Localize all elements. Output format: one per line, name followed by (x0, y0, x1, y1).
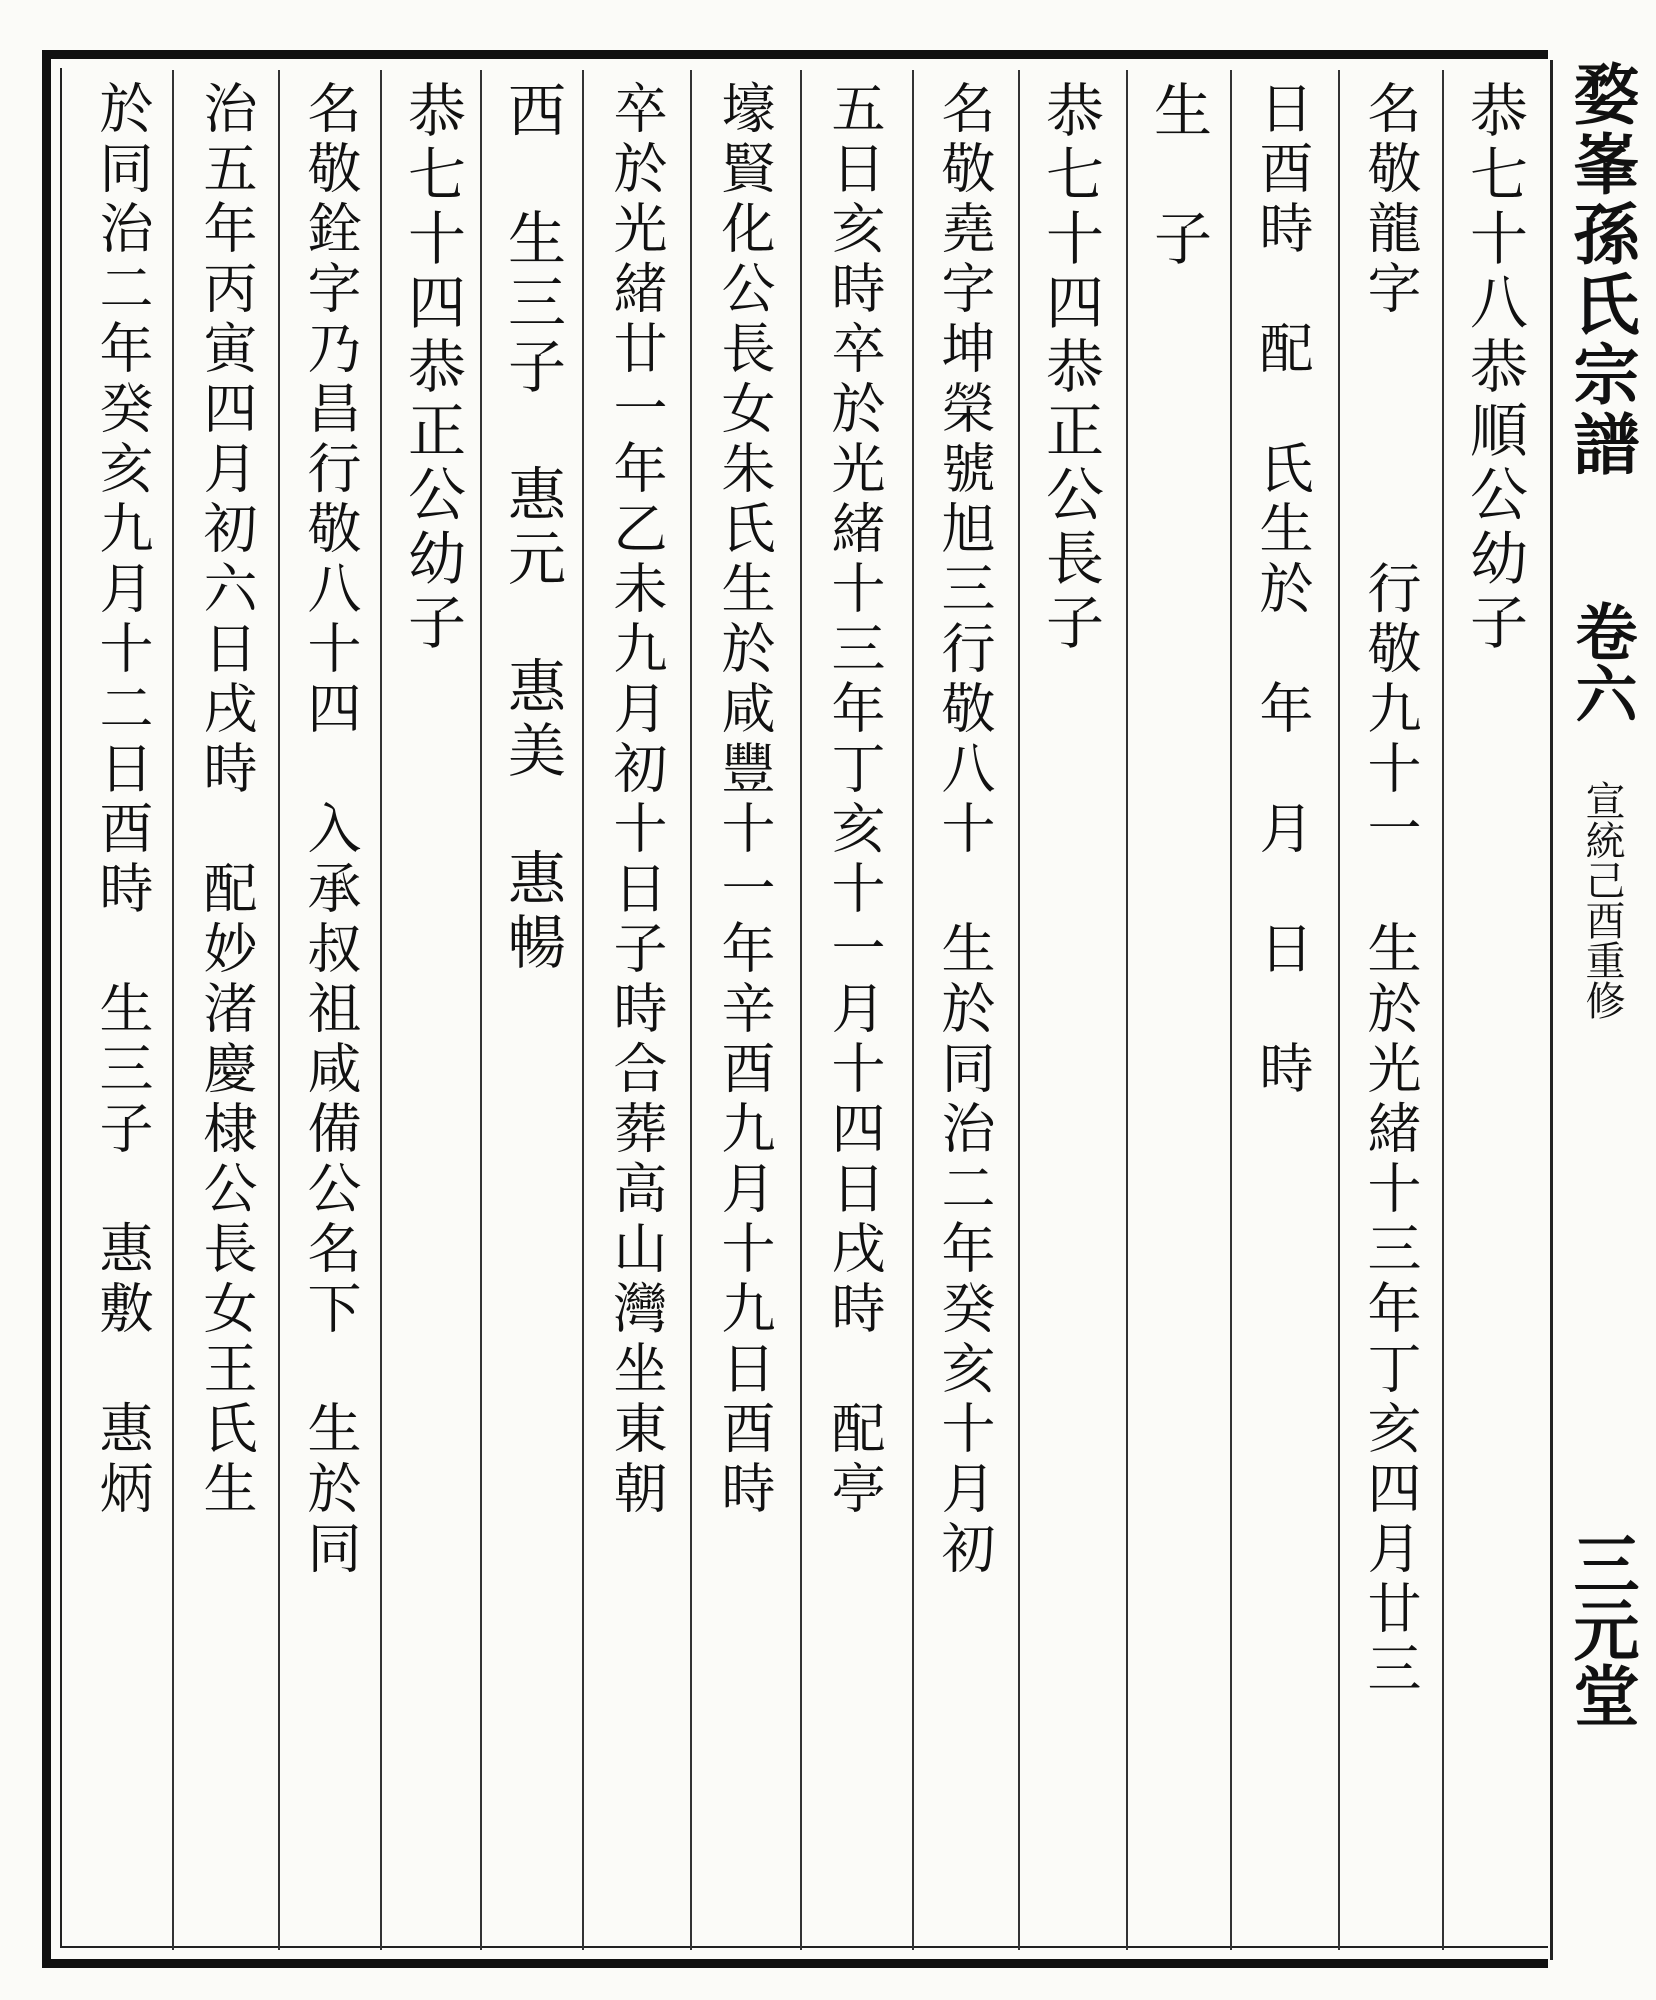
column-rule (172, 70, 174, 1950)
banner-hall-name: 三元堂 (1562, 1530, 1640, 1728)
text-column-3: 日酉時 配 氏生於 年 月 日 時 (1251, 80, 1314, 1100)
banner-title: 婺峯孫氏宗譜 (1562, 60, 1640, 480)
text-column-13: 治五年丙寅四月初六日戌時 配妙渚慶棣公長女王氏生 (195, 80, 258, 1520)
column-rule (912, 70, 914, 1950)
banner-rule (1550, 60, 1553, 1960)
column-rule (1126, 70, 1128, 1950)
text-column-2: 名敬龍字 行敬九十一 生於光緒十三年丁亥四月廿三 (1359, 80, 1422, 1700)
text-column-14: 於同治二年癸亥九月十二日酉時 生三子 惠敷 惠炳 (91, 80, 154, 1520)
column-rule (1442, 70, 1444, 1950)
column-rule (690, 70, 692, 1950)
column-rule (380, 70, 382, 1950)
text-column-6: 名敬堯字坤榮號旭三行敬八十 生於同治二年癸亥十月初 (933, 80, 996, 1580)
column-rule (582, 70, 584, 1950)
text-column-8: 壕賢化公長女朱氏生於咸豐十一年辛酉九月十九日酉時 (713, 80, 776, 1520)
text-column-1: 恭七十八恭順公幼子 (1460, 80, 1528, 656)
banner-revision-note: 宣統己酉重修 (1579, 780, 1625, 1020)
text-column-11: 恭七十四恭正公幼子 (398, 80, 466, 656)
column-rule (1338, 70, 1340, 1950)
banner-volume: 卷六 (1565, 600, 1638, 724)
text-column-7: 五日亥時卒於光緒十三年丁亥十一月十四日戌時 配亭 (823, 80, 886, 1520)
text-column-9: 卒於光緒廿一年乙未九月初十日子時合葬高山灣坐東朝 (605, 80, 668, 1520)
column-rule (800, 70, 802, 1950)
column-rule (278, 70, 280, 1950)
text-column-4: 生 子 (1144, 80, 1212, 272)
text-column-10: 西 生三子 惠元 惠美 惠暢 (498, 80, 566, 976)
column-rule (480, 70, 482, 1950)
column-rule (1018, 70, 1020, 1950)
text-column-12: 名敬銓字乃昌行敬八十四 入承叔祖咸備公名下 生於同 (299, 80, 362, 1580)
column-rule (1230, 70, 1232, 1950)
text-column-5: 恭七十四恭正公長子 (1036, 80, 1104, 656)
